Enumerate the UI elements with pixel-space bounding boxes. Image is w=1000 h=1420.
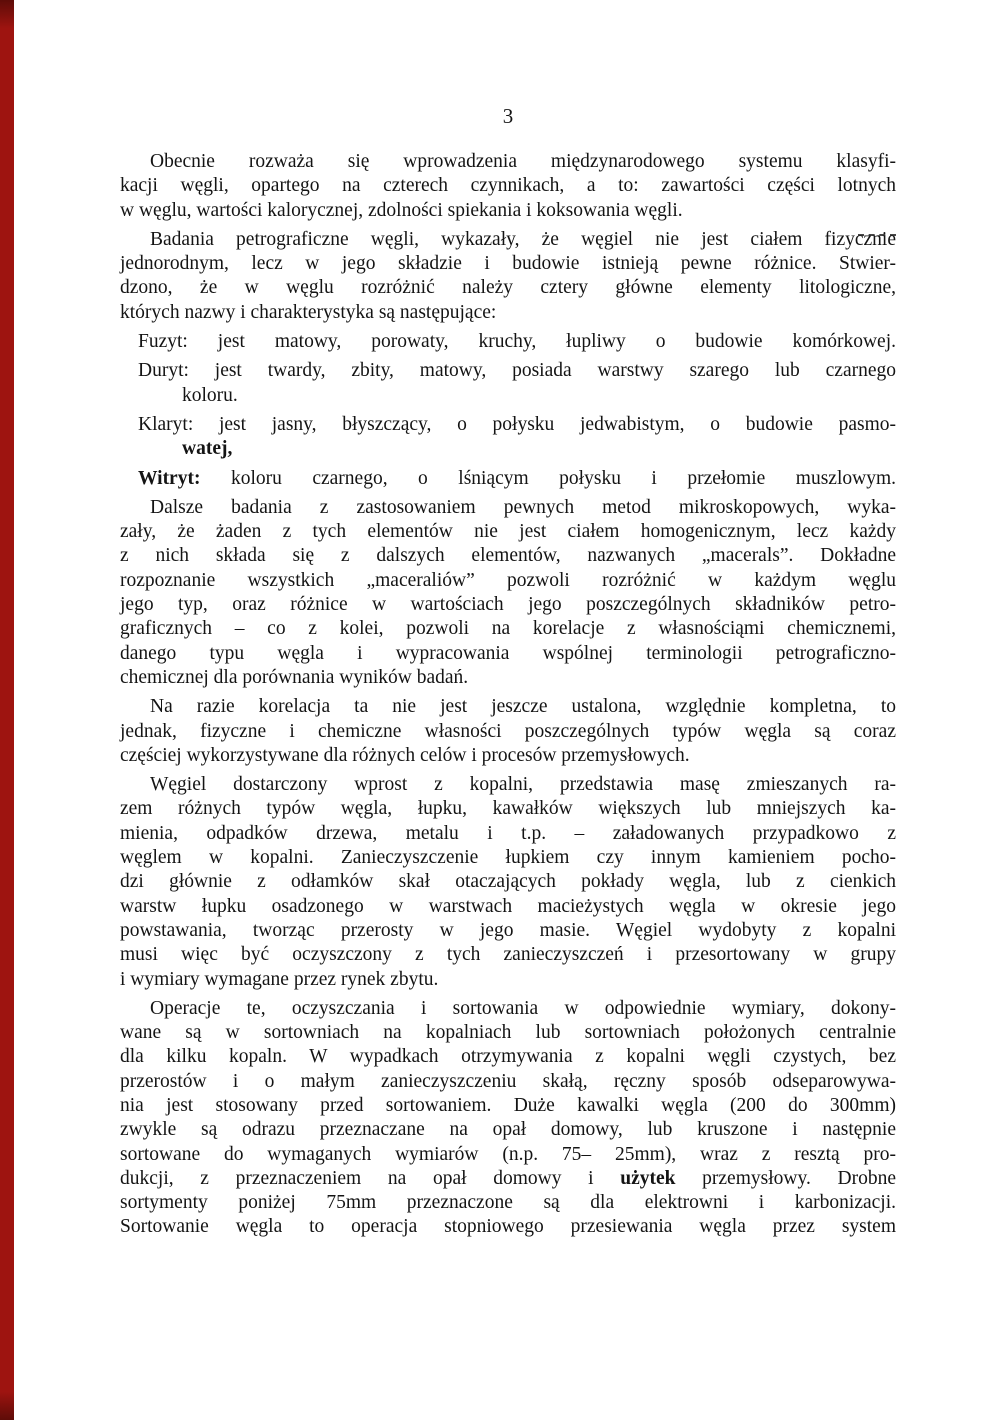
text-line: Operacje te, oczyszczania i sortowania w odpowiednie wymiary, dokony- xyxy=(150,997,896,1019)
paragraph-obecnie xyxy=(120,150,896,223)
text-line: Klaryt: jest jasny, błyszczący, o połysku jedwabistym, o budowie pasmo- xyxy=(138,413,896,435)
text-line: z nich składa się z dalszych elementów, nazwanych „macerals”. Dokładne xyxy=(120,545,896,567)
text-line: węglem w kopalni. Zanieczyszczenie łupkiem czy innym kamieniem pocho- xyxy=(120,847,896,869)
text-line: jednorodnym, lecz w jego składzie i budowie istnieją pewne różnice. Stwier- xyxy=(120,253,896,275)
text-line: musi więc być oczyszczony z tych zanieczyszczeń i przesortowany w grupy xyxy=(120,944,896,966)
text-line: dukcji, z przeznaczeniem na opał domowy i użytek przemysłowy. Drobne xyxy=(120,1167,896,1189)
text-line: zwykle są odrazu przeznaczane na opał domowy, lub kruszone i następnie xyxy=(120,1119,896,1141)
text-line: Obecnie rozważa się wprowadzenia międzynarodowego systemu klasyfi- xyxy=(150,151,896,172)
text-line: mienia, odpadków drzewa, metalu i t.p. – załadowanych przypadkowo z xyxy=(120,822,896,844)
definition-witryt xyxy=(120,467,896,491)
text-line: powstawania, tworząc przerosty w jego masie. Węgiel wydobyty z kopalni xyxy=(120,919,896,941)
text-line: Duryt: jest twardy, zbity, matowy, posiada warstwy szarego lub czarnego xyxy=(138,360,896,382)
paragraph-wegiel xyxy=(120,773,896,992)
text-line: sortowane do wymaganych wymiarów (n.p. 75– 25mm), wraz z resztą pro- xyxy=(120,1143,896,1165)
text-line: Badania petrograficzne węgli, wykazały, że węgiel nie jest ciałem fizycznie xyxy=(150,228,896,250)
text-line: watej, xyxy=(182,438,233,460)
paragraph-na-razie xyxy=(120,695,896,768)
text-line: danego typu węgla i wypracowania wspólnej terminologii petrograficzno- xyxy=(120,642,896,664)
text-line: częściej wykorzystywane dla różnych celów i procesów przemysłowych. xyxy=(120,744,690,766)
text-line: dzono, że w węglu rozróżnić należy cztery główne elementy litologiczne, xyxy=(120,277,896,299)
text-line: kacji węgli, opartego na czterech czynnikach, a to: zawartości części lotnych xyxy=(120,175,896,197)
text-line: Węgiel dostarczony wprost z kopalni, przedstawia masę zmieszanych ra- xyxy=(150,774,896,796)
paragraph-badania xyxy=(120,228,896,325)
text-line: Na razie korelacja ta nie jest jeszcze ustalona, względnie kompletna, to xyxy=(150,696,896,718)
text-line: rozpoznanie wszystkich „maceraliów” pozwoli rozróżnić w każdym węglu xyxy=(120,569,896,591)
definition-klaryt xyxy=(120,413,896,462)
text-line: dzi głównie z odłamków skał otaczających pokłady węgla, lub z cienkich xyxy=(120,871,896,893)
text-line: których nazwy i charakterystyka są następujące: xyxy=(120,301,497,323)
page-content xyxy=(120,104,896,1240)
text-line: Sortowanie węgla to operacja stopniowego przesiewania węgla przez system xyxy=(120,1216,896,1238)
text-line: koloru. xyxy=(182,384,238,406)
text-line: Fuzyt: jest matowy, porowaty, kruchy, łupliwy o budowie komórkowej. xyxy=(138,331,896,353)
text-line: Witryt: koloru czarnego, o lśniącym połysku i przełomie muszlowym. xyxy=(138,467,896,489)
text-line: jednak, fizyczne i chemiczne własności poszczególnych typów węgla są coraz xyxy=(120,720,896,742)
body-text xyxy=(120,150,896,1240)
text-line: chemicznej dla porównania wyników badań. xyxy=(120,666,469,688)
text-line: zały, że żaden z tych elementów nie jest ciałem homogenicznym, lecz każdy xyxy=(120,521,896,543)
scan-edge-stripe xyxy=(0,0,14,1420)
text-line: wane są w sortowniach na kopalniach lub sortowniach położonych centralnie xyxy=(120,1022,896,1044)
page-number: 3 xyxy=(502,104,514,128)
text-line: Dalsze badania z zastosowaniem pewnych metod mikroskopowych, wyka- xyxy=(150,496,896,518)
paragraph-operacje xyxy=(120,997,896,1240)
paragraph-dalsze xyxy=(120,496,896,690)
text-line: przerostów i o małym zanieczyszczeniu skałą, ręczny sposób odseparowywa- xyxy=(120,1070,896,1092)
text-line: i wymiary wymagane przez rynek zbytu. xyxy=(120,968,439,990)
text-line: graficznych – co z kolei, pozwoli na korelacje z własnościąmi chemicznemi, xyxy=(120,618,896,640)
text-line: dla kilku kopaln. W wypadkach otrzymywania z kopalni węgli czystych, bez xyxy=(120,1046,896,1068)
text-line: warstw łupku osadzonego w warstwach macieżystych węgla w okresie jego xyxy=(120,895,896,917)
definition-fuzyt xyxy=(120,330,896,354)
text-line: w węglu, wartości kalorycznej, zdolności spiekania i koksowania węgli. xyxy=(120,199,683,221)
text-line: sortymenty poniżej 75mm przeznaczone są dla elektrowni i karbonizacji. xyxy=(120,1192,896,1214)
definition-duryt xyxy=(120,359,896,408)
text-line: jego typ, oraz różnice w wartościach jego poszczególnych składników petro- xyxy=(120,594,896,616)
text-line: nia jest stosowany przed sortowaniem. Duże kawalki węgla (200 do 300mm) xyxy=(120,1094,896,1116)
text-line: zem różnych typów węgla, łupku, kawałków większych lub mniejszych ka- xyxy=(120,798,896,820)
